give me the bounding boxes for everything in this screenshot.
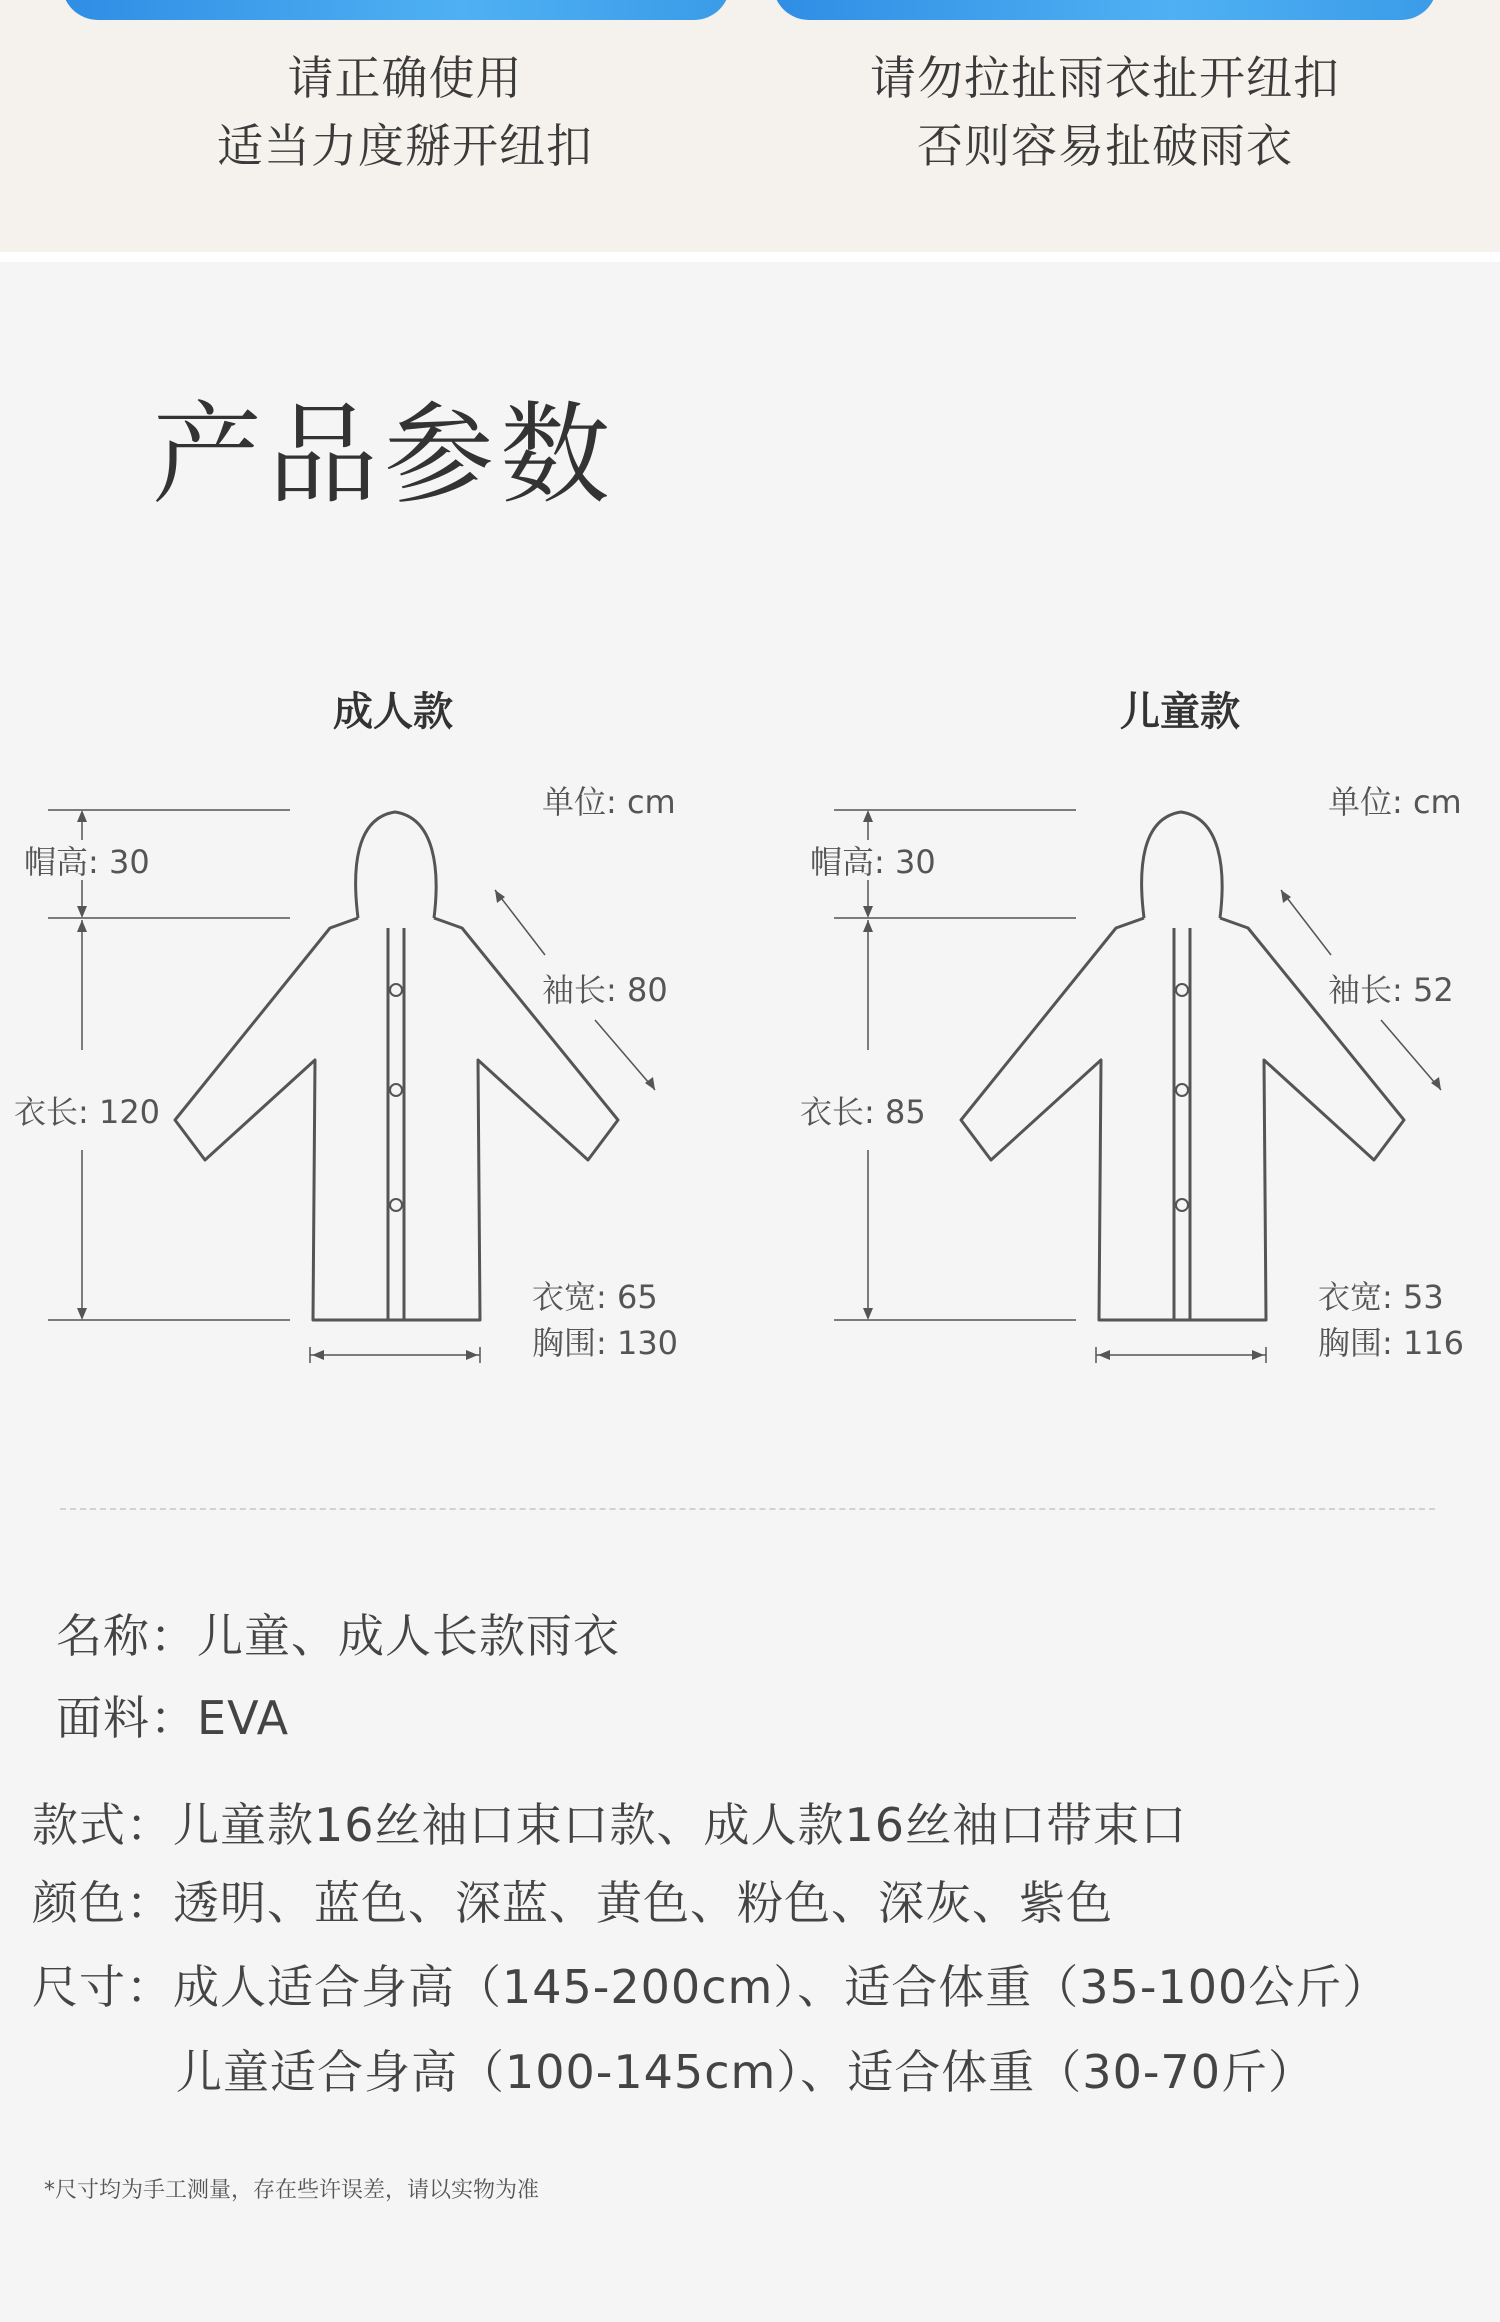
tip-right — [755, 44, 1455, 180]
adult-hood-height: 帽高: 30 — [24, 843, 150, 881]
tip-left-line2: 适当力度掰开纽扣 — [217, 119, 593, 173]
adult-body-width: 衣宽: 65 — [532, 1278, 658, 1316]
kids-body-length: 衣长: 85 — [800, 1093, 926, 1131]
kids-chest: 胸围: 116 — [1318, 1324, 1465, 1362]
kids-hood-height: 帽高: 30 — [810, 843, 936, 881]
adult-sleeve-length: 袖长: 80 — [542, 971, 668, 1009]
kids-sleeve-length: 袖长: 52 — [1328, 971, 1454, 1009]
tip-left — [55, 44, 755, 180]
adult-size-diagram — [0, 770, 740, 1390]
spec-size-adult: 尺寸：成人适合身高（145-200cm）、适合体重（35-100公斤） — [32, 1960, 1390, 2014]
spec-size-kids: 儿童适合身高（100-145cm）、适合体重（30-70斤） — [176, 2045, 1315, 2099]
tip-right-line1: 请勿拉扯雨衣扯开纽扣 — [870, 51, 1340, 105]
kids-body-width: 衣宽: 53 — [1318, 1278, 1444, 1316]
spec-colors: 颜色：透明、蓝色、深蓝、黄色、粉色、深灰、紫色 — [32, 1876, 1113, 1930]
section-divider — [0, 252, 1500, 262]
spec-material: 面料：EVA — [56, 1691, 290, 1745]
adult-body-length: 衣长: 120 — [14, 1093, 161, 1131]
image-strip-left — [62, 0, 730, 20]
tip-left-line1: 请正确使用 — [287, 51, 523, 105]
measurement-note: *尺寸均为手工测量，存在些许误差，请以实物为准 — [44, 2178, 540, 2203]
instruction-band — [0, 0, 1500, 252]
image-strip-right — [773, 0, 1437, 20]
kids-unit-label: 单位: cm — [1328, 783, 1462, 821]
spec-style: 款式：儿童款16丝袖口束口款、成人款16丝袖口带束口 — [32, 1798, 1188, 1852]
adult-variant-title: 成人款 — [333, 689, 453, 735]
kids-size-diagram — [786, 770, 1500, 1390]
dashed-divider — [60, 1508, 1435, 1510]
section-title: 产品参数 — [152, 391, 616, 519]
adult-unit-label: 单位: cm — [542, 783, 676, 821]
tip-right-line2: 否则容易扯破雨衣 — [917, 119, 1293, 173]
kids-variant-title: 儿童款 — [1120, 689, 1240, 735]
spec-name: 名称：儿童、成人长款雨衣 — [56, 1609, 620, 1663]
adult-chest: 胸围: 130 — [532, 1324, 679, 1362]
